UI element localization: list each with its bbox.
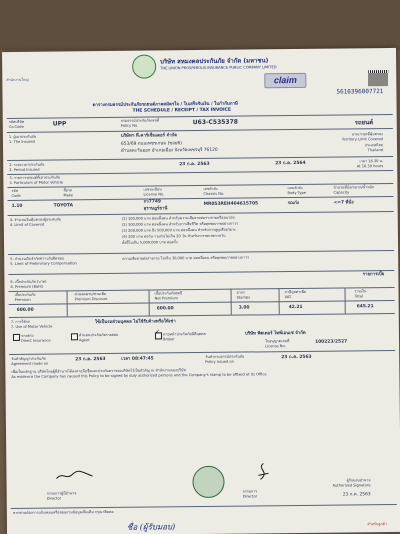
broker-label-en: Broker	[163, 337, 175, 342]
coverage-item: 4. จำนวนเงินคุ้มครองผู้ประสบภัย	[9, 217, 62, 222]
doc-title-en: THE SCHEDULE / RECEIPT / TAX INVOICE	[132, 107, 231, 114]
bottom-note: หากท่านต้องการแจ้งเคลมหรือสอบถามข้อมูลเพิ่มเติม กรุณาติดต่อ	[12, 509, 114, 515]
vehicle-header-license-en: License No.	[143, 192, 165, 197]
vehicle-license: กว7749	[143, 199, 161, 205]
agent-label: ตัวแทนประกันภัยรายย่อย	[78, 332, 119, 338]
vehicle-header-code: รหัส	[11, 188, 18, 193]
director-2-label: กรรมการ	[242, 489, 258, 494]
premium-total-value: 645.21	[356, 304, 374, 310]
table-divider	[231, 289, 232, 315]
witness-text-en: As evidence the Company has caused this Policy to be signed by duly authorized persons and the Company's stamp to be affixed at its Office	[11, 372, 267, 379]
officer-label: ผู้รับมอบอำนาจ	[346, 478, 371, 483]
use-item: 7. การใช้รถ	[10, 319, 30, 324]
premium-item-en: 6. Premium (Baht)	[10, 284, 44, 289]
policy-label: กรมธรรม์ประกันภัยเลขที่	[120, 118, 160, 123]
period-from: 23 ก.ค. 2563	[179, 161, 210, 168]
coverage-line-4: (4) 200 บาท ต่อวัน รวมกันไม่เกิน 20 วัน สำหรับการชดเชยรายวัน	[121, 233, 226, 239]
vehicle-header-make-en: Make	[63, 193, 74, 198]
receipt-date: 23 ก.ค. 2563	[342, 492, 371, 498]
agreement-label-en: Agreement made on	[11, 361, 49, 366]
agreement-date: 23 ก.ค. 2563	[75, 356, 106, 363]
broker-name: บริษัท พิตเตอร์ ไทพ์เอนเซ่ จำกัด	[244, 330, 306, 337]
premium-header-stamps-en: Stamps	[236, 295, 251, 300]
territory-value: ประเทศไทย	[364, 143, 384, 148]
insured-item-en: 1. The Insured	[8, 139, 35, 144]
receipt-number: 5610396007721	[336, 88, 384, 96]
issued-label: วันทำกรมธรรม์ประกันภัย	[205, 354, 245, 359]
coverage-line-3: (3) 200,000 บาท ถึง 500,000 บาท ต่อหนึ่งคน สำหรับการสูญเสียอวัยวะ	[121, 227, 236, 233]
premium-stamps-value: 3.00	[238, 305, 250, 311]
director-2-label-en: Director	[242, 494, 258, 499]
copy-label: สำหรับลูกค้า	[367, 522, 387, 527]
vehicle-header-capacity-en: Capacity	[333, 190, 350, 195]
divider	[8, 270, 394, 275]
agreement-label: วันทำสัญญาประกันภัย	[11, 356, 46, 361]
use-item-en: 7. Use of Motor Vehicle	[10, 324, 53, 329]
agreement-time: เวลา 08:47:45	[121, 356, 154, 362]
company-name-th: บริษัท สหมงคลประกันภัย จำกัด (มหาชน)	[160, 57, 269, 66]
policy-label-en: Policy No.	[120, 123, 139, 128]
premium-header-stamps: อากร	[236, 290, 245, 295]
premium-header-premium-en: Premium	[14, 297, 31, 302]
table-divider	[278, 288, 279, 314]
vehicle-make: TOYOTA	[53, 203, 74, 209]
vehicle-header-code-en: Code	[11, 193, 21, 198]
company-address-block	[6, 77, 66, 108]
agent-checkbox	[71, 333, 78, 340]
vehicle-code: 1.10	[11, 203, 23, 209]
premium-header-total-en: Total	[354, 294, 364, 299]
license-number: 100223/2527	[315, 339, 348, 345]
branch-note: สำนักงานใหญ่	[6, 77, 29, 83]
vehicle-body: รถเก๋ง	[287, 200, 299, 207]
use-value: ใช้เป็นรถส่วนบุคคล ไม่ใช้รับจ้างหรือให้เช่า	[94, 319, 176, 326]
director-2-signature-icon	[252, 461, 274, 483]
premium-section-title: รายการเบี้ย	[362, 272, 385, 278]
checkmark-icon: ✓	[154, 328, 161, 336]
co-code-label: รหัสบริษัท	[8, 119, 25, 124]
coverage-line-1: (1) 100,000 บาท ต่อหนึ่งคน สำหรับความเสียหายต่อร่างกายหรืออนามัย	[121, 215, 235, 221]
vehicle-capacity: <=7 ที่นั่ง	[333, 200, 354, 206]
insured-address: 653/69 ถนนเพชรเกษม (ซอย6)	[120, 141, 183, 147]
agent-label-en: Agent	[79, 338, 90, 343]
premium-value: 600.00	[16, 307, 34, 313]
vehicle-header-make: ชื่อรถ	[63, 188, 73, 193]
vehicle-header-chassis: เลขตัวถัง	[203, 186, 218, 191]
director-signature-icon	[54, 469, 94, 481]
policy-number: U63-C535378	[192, 118, 238, 127]
territory-value-en: Thailand	[367, 148, 384, 153]
license-label-en: License No.	[265, 344, 286, 349]
barcode-icon	[368, 70, 388, 86]
direct-checkbox	[13, 334, 20, 341]
insured-address-2: ตำบลตะวันออก อำเภอเมือง จังหวัดเพชรบุรี 76120	[121, 147, 218, 154]
limit-item: 5. จำนวนเงินจำกัดความรับผิดชอบ	[10, 256, 65, 261]
vehicle-header-capacity: จำนวนที่นั่ง/ขนาด/น้ำหนัก	[333, 185, 375, 190]
premium-net-value: 600.00	[156, 306, 174, 312]
insured-name: บริษัทฯ ที.คาร์เซ็นเตอร์ จำกัด	[120, 133, 178, 139]
divider	[9, 350, 395, 355]
period-item-en: 2. Period Insured	[9, 167, 40, 172]
table-divider	[149, 290, 150, 316]
doc-title-th: ตารางกรมธรรม์ประกันภัยรถยนต์ภาคสมัครใจ / ใบเสร็จรับเงิน / ใบกำกับภาษี	[92, 101, 238, 109]
company-name-en: THE UNION PROSPEROUS INSURANCE PUBLIC COMPANY LIMITED	[160, 65, 277, 71]
company-seal-icon	[192, 466, 224, 498]
vehicle-title-en: 3. Particulars of Motor Vehicle	[9, 180, 64, 185]
witness-text: เพื่อเป็นหลักฐาน บริษัทโดยผู้มีอำนาจได้ลงลายมือชื่อและประทับตราของบริษัทไว้เป็นสำคัญ ณ สำนักงานของบริษัท	[11, 368, 186, 374]
insured-item: 1. ผู้เอาประกันภัย	[8, 134, 37, 139]
premium-header-net: เบี้ยประกันภัยสุทธิ	[154, 291, 183, 296]
coverage-line-2: (2) 300,000 บาท ต่อหนึ่งคน สำหรับการเสียชีวิต หรือทุพพลภาพอย่างถาวร	[121, 221, 239, 227]
divider	[11, 504, 397, 509]
period-to: 23 ก.ค. 2564	[275, 160, 306, 167]
limit-line: ความเสียหายต่อร่างกาย ไม่เกิน 30,000 บาท ต่อหนึ่งคน หรือทุพพลภาพอย่างถาวร	[122, 255, 250, 261]
director-label-en: Director	[46, 496, 62, 501]
premium-header-premium: เบี้ยประกันภัย	[14, 292, 36, 297]
divider	[7, 156, 393, 161]
vehicle-header-chassis-en: Chassis No.	[203, 191, 225, 196]
divider	[7, 128, 393, 133]
handwritten-note: ชื่อ (ผู้รับมอบ)	[126, 522, 176, 532]
premium-header-vat: ภาษีมูลค่าเพิ่ม	[284, 289, 307, 295]
premium-header-discount: ส่วนลดพรบ/ส่วนเพิ่ม	[74, 291, 107, 297]
issued-date: 23 ก.ค. 2563	[281, 354, 312, 361]
issued-label-en: Policy issued on	[205, 359, 234, 364]
company-emblem-icon	[132, 54, 156, 78]
vehicle-category: รถยนต์	[354, 119, 374, 127]
co-code-label-en: Co.Code	[8, 124, 24, 129]
insurance-document	[2, 48, 400, 534]
premium-item: 6. เบี้ยประกันภัย (บาท)	[10, 279, 47, 284]
claim-logo: claim	[264, 73, 306, 88]
table-divider	[344, 287, 345, 313]
divider	[8, 250, 394, 255]
direct-label-en: Direct Insurance	[21, 338, 51, 343]
limit-item-en: 5. Limit of Preliminary Compensation	[10, 261, 77, 266]
direct-label: ขายตรง	[20, 333, 34, 338]
premium-header-vat-en: VAT	[284, 295, 292, 300]
vehicle-header-license: เลขทะเบียน	[143, 187, 162, 192]
territory-label-en: Territory Limit Covered	[341, 137, 383, 142]
coverage-item-en: 4. Limit of Covered	[9, 222, 45, 227]
vehicle-chassis: MR053REH404615705	[203, 201, 259, 207]
premium-vat-value: 42.21	[288, 304, 303, 311]
period-item: 2. ระยะเวลาประกันภัย	[9, 162, 45, 167]
broker-label: นายหน้าประกันภัยนิติบุคคล	[162, 331, 206, 337]
officer-label-en: Authorized Signature	[332, 483, 371, 488]
vehicle-title: 3. รายการรถยนต์ที่เอาประกันภัย	[9, 175, 61, 180]
director-label: กรรมการผู้มีอำนาจ	[46, 491, 77, 496]
vehicle-license-province: สุราษฎร์ธานี	[143, 206, 168, 212]
vehicle-header-body-en: Body Type	[287, 190, 306, 196]
table-divider	[67, 290, 68, 316]
vehicle-header-body: แบบตัวถัง	[287, 185, 303, 191]
premium-header-net-en: Net Premium	[154, 296, 179, 301]
coverage-line-5: ทั้งนี้ไม่เกิน 5,000,000 บาท ต่อครั้ง	[121, 240, 178, 245]
premium-header-discount-en: Premium Discount	[74, 296, 108, 302]
period-time-en: At 16.30 hours	[356, 164, 384, 169]
premium-header-total: รวมเงิน	[354, 289, 367, 294]
license-label: ใบอนุญาตเลขที่	[265, 339, 290, 344]
period-time: เวลา 16.30 น.	[359, 159, 384, 164]
territory-label: อาณาเขตที่คุ้มครอง	[351, 132, 383, 137]
table-surface	[0, 0, 400, 50]
co-code-value: UPP	[52, 120, 67, 128]
